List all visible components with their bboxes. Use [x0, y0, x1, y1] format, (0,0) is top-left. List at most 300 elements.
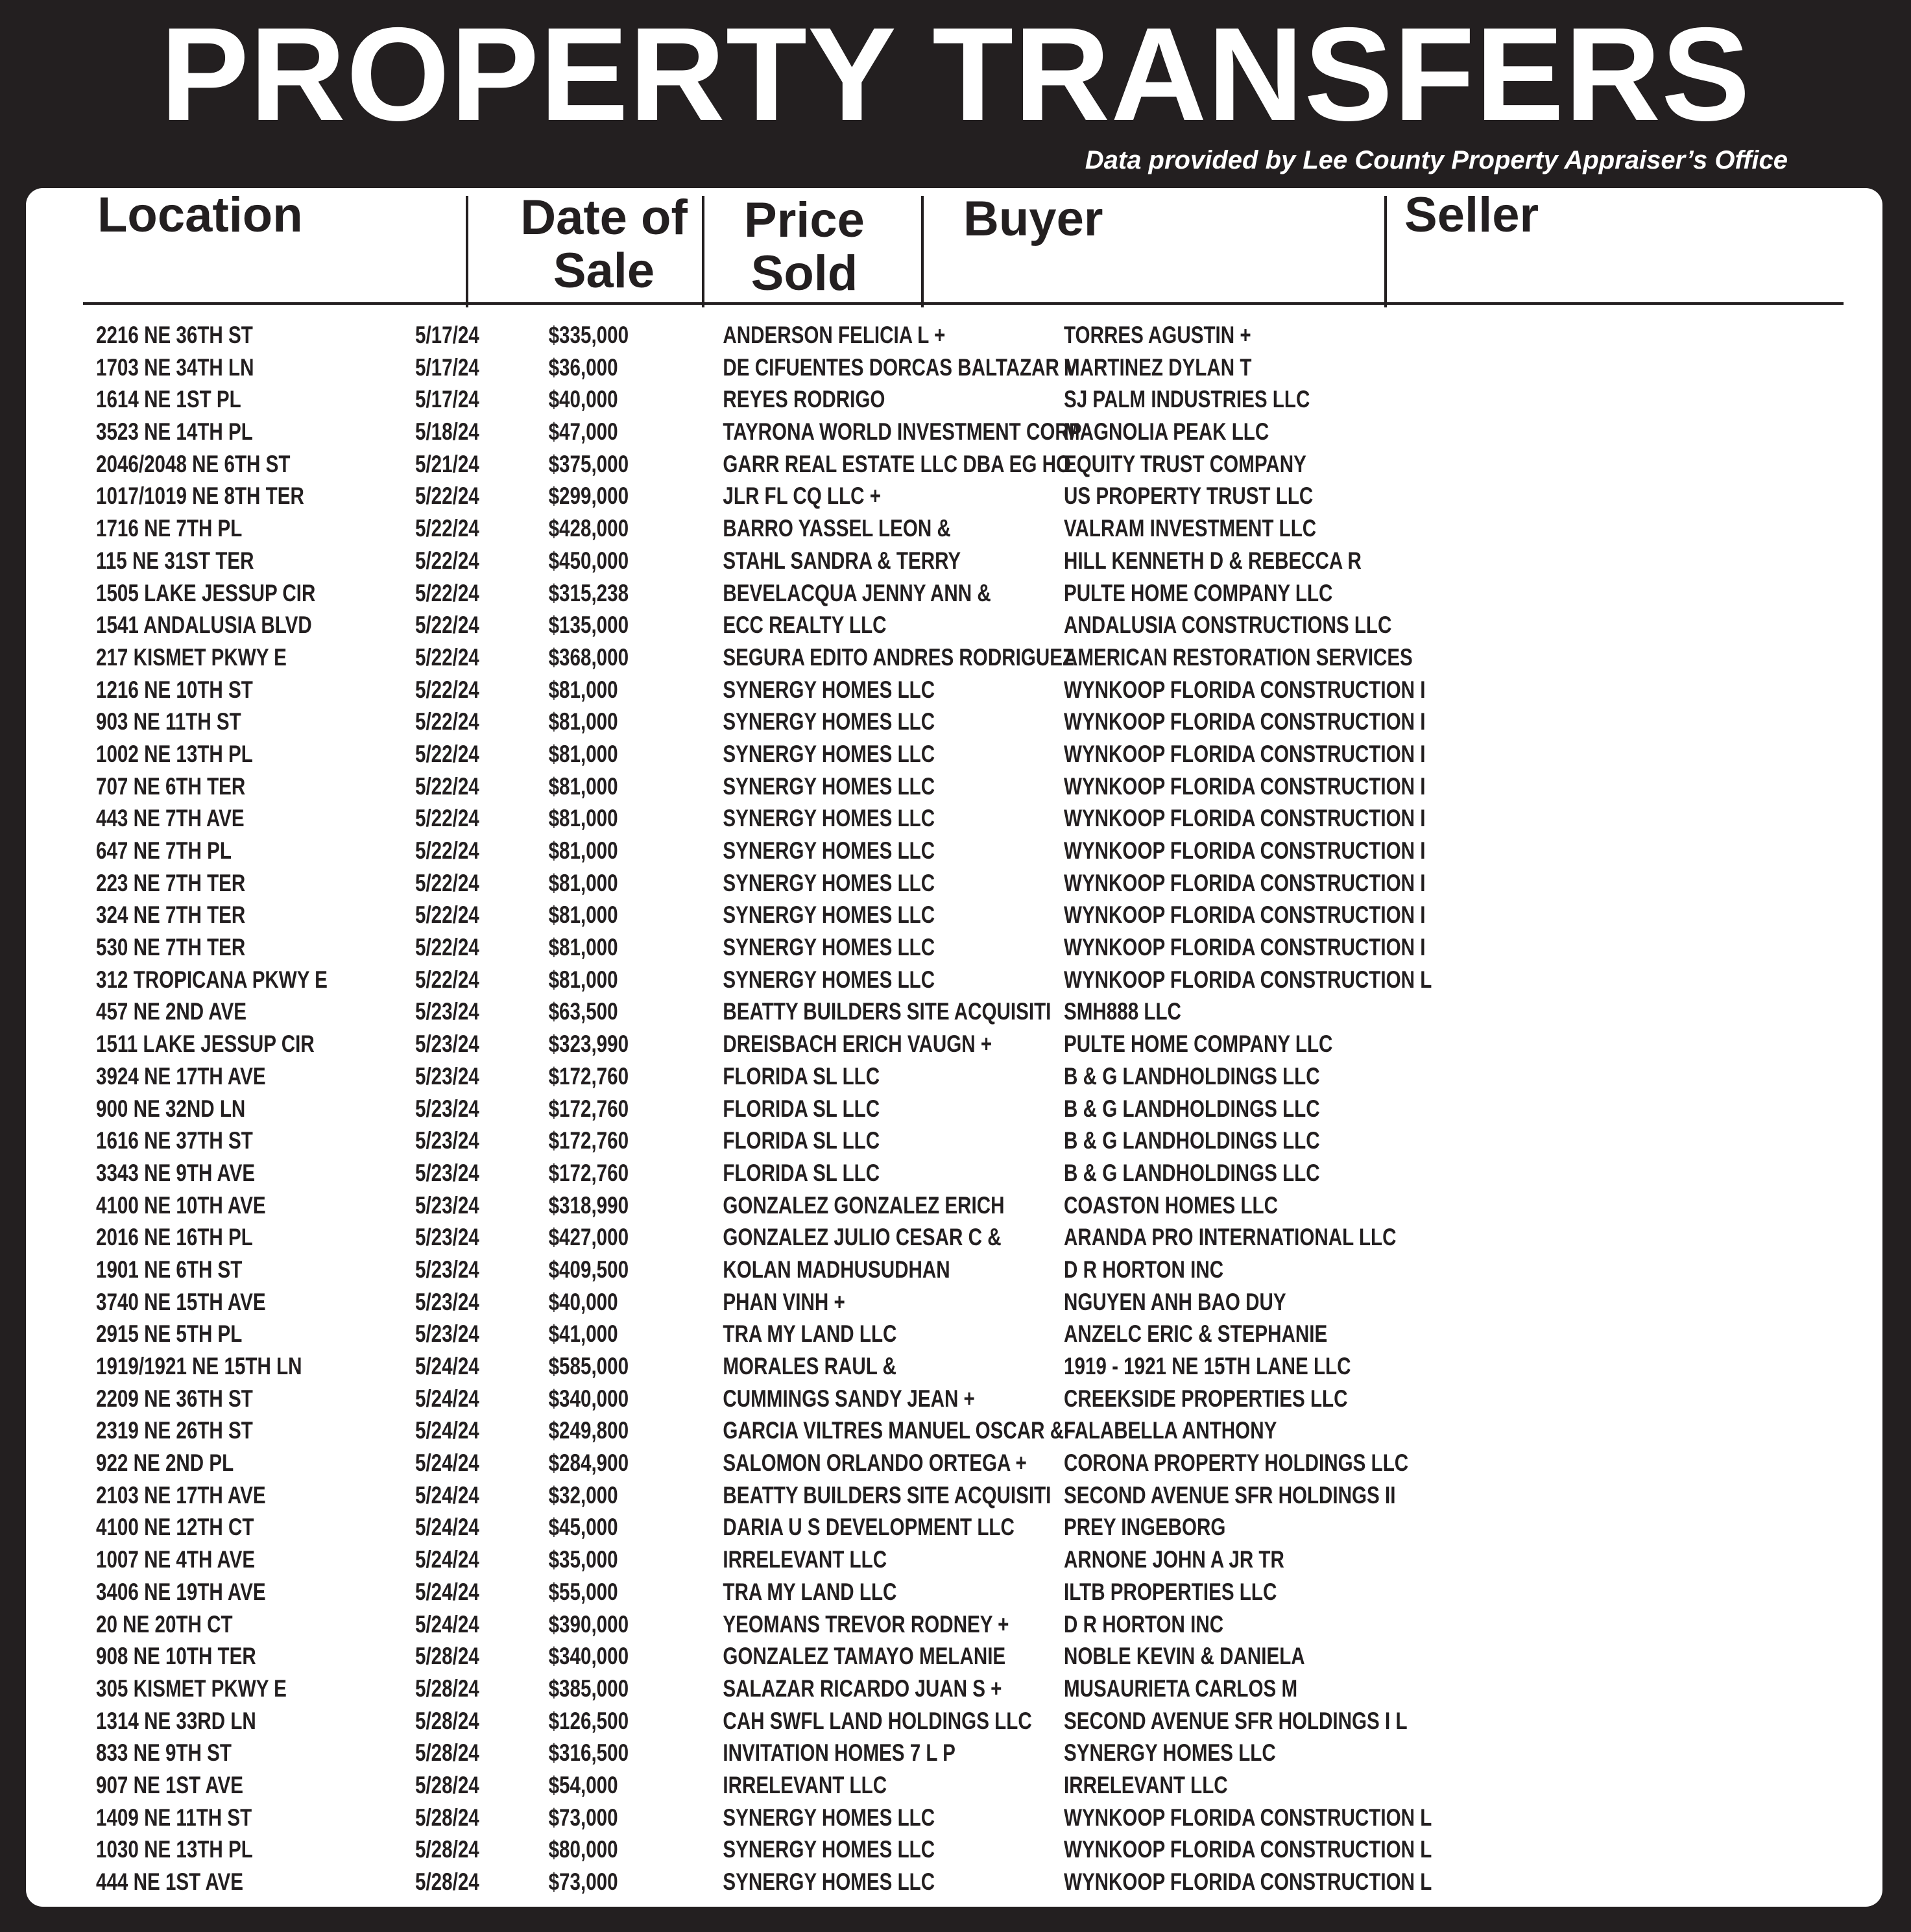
table-row	[26, 319, 1882, 352]
table-row	[26, 1640, 1882, 1673]
seller-cell: PULTE HOME COMPANY LLC	[1064, 579, 1333, 606]
price-cell: $54,000	[548, 1771, 618, 1798]
header-price-line1: Price	[744, 193, 865, 248]
table-row	[26, 416, 1882, 448]
location-cell: 4100 NE 10TH AVE	[96, 1191, 266, 1219]
location-cell: 2209 NE 36TH ST	[96, 1385, 253, 1412]
date-cell: 5/22/24	[415, 708, 479, 735]
date-cell: 5/28/24	[415, 1868, 479, 1895]
location-cell: 2216 NE 36TH ST	[96, 322, 253, 348]
price-cell: $80,000	[548, 1836, 618, 1863]
seller-cell: WYNKOOP FLORIDA CONSTRUCTION I	[1064, 708, 1426, 735]
location-cell: 1505 LAKE JESSUP CIR	[96, 579, 316, 606]
seller-cell: CORONA PROPERTY HOLDINGS LLC	[1064, 1449, 1409, 1477]
location-cell: 907 NE 1ST AVE	[96, 1771, 244, 1798]
date-cell: 5/22/24	[415, 483, 479, 510]
table-row	[26, 770, 1882, 803]
table-row	[26, 1833, 1882, 1866]
table-row	[26, 480, 1882, 512]
location-cell: 2103 NE 17TH AVE	[96, 1481, 266, 1509]
location-cell: 443 NE 7TH AVE	[96, 805, 245, 832]
seller-cell: WYNKOOP FLORIDA CONSTRUCTION I	[1064, 869, 1426, 896]
location-cell: 707 NE 6TH TER	[96, 772, 246, 800]
date-cell: 5/28/24	[415, 1804, 479, 1831]
location-cell: 647 NE 7TH PL	[96, 837, 232, 864]
location-cell: 908 NE 10TH TER	[96, 1643, 256, 1670]
location-cell: 1616 NE 37TH ST	[96, 1127, 253, 1154]
price-cell: $36,000	[548, 353, 618, 381]
seller-cell: SECOND AVENUE SFR HOLDINGS II	[1064, 1481, 1396, 1509]
seller-cell: MARTINEZ DYLAN T	[1064, 353, 1252, 381]
buyer-cell: FLORIDA SL LLC	[723, 1095, 880, 1122]
location-cell: 833 NE 9TH ST	[96, 1739, 232, 1767]
seller-cell: WYNKOOP FLORIDA CONSTRUCTION L	[1064, 1868, 1432, 1895]
price-cell: $390,000	[548, 1610, 629, 1638]
price-cell: $81,000	[548, 966, 618, 993]
table-body	[26, 319, 1882, 1898]
price-cell: $81,000	[548, 901, 618, 929]
buyer-cell: SYNERGY HOMES LLC	[723, 676, 935, 703]
location-cell: 1216 NE 10TH ST	[96, 676, 253, 703]
location-cell: 3740 NE 15TH AVE	[96, 1288, 266, 1315]
seller-cell: PREY INGEBORG	[1064, 1514, 1226, 1541]
location-cell: 1030 NE 13TH PL	[96, 1836, 253, 1863]
data-source-note: Data provided by Lee County Property Appraiser’s Office	[1085, 146, 1788, 174]
date-cell: 5/22/24	[415, 901, 479, 929]
date-cell: 5/21/24	[415, 450, 479, 477]
date-cell: 5/18/24	[415, 418, 479, 446]
table-row	[26, 1060, 1882, 1093]
header-date-line1: Date of	[520, 190, 688, 245]
date-cell: 5/22/24	[415, 515, 479, 542]
seller-cell: PULTE HOME COMPANY LLC	[1064, 1031, 1333, 1058]
seller-cell: ARANDA PRO INTERNATIONAL LLC	[1064, 1224, 1397, 1251]
location-cell: 3523 NE 14TH PL	[96, 418, 253, 446]
buyer-cell: SYNERGY HOMES LLC	[723, 1804, 935, 1831]
date-cell: 5/24/24	[415, 1514, 479, 1541]
buyer-cell: STAHL SANDRA & TERRY	[723, 547, 961, 574]
date-cell: 5/28/24	[415, 1739, 479, 1767]
page-title: PROPERTY TRANSFERS	[160, 0, 1751, 149]
date-cell: 5/22/24	[415, 643, 479, 671]
location-cell: 1919/1921 NE 15TH LN	[96, 1353, 302, 1379]
table-row	[26, 1350, 1882, 1383]
date-cell: 5/24/24	[415, 1353, 479, 1379]
price-cell: $585,000	[548, 1353, 629, 1379]
date-cell: 5/28/24	[415, 1675, 479, 1702]
seller-cell: WYNKOOP FLORIDA CONSTRUCTION I	[1064, 772, 1426, 800]
buyer-cell: FLORIDA SL LLC	[723, 1062, 880, 1090]
buyer-cell: IRRELEVANT LLC	[723, 1771, 887, 1798]
table-row	[26, 1479, 1882, 1512]
date-cell: 5/22/24	[415, 740, 479, 767]
price-cell: $316,500	[548, 1739, 629, 1767]
buyer-cell: REYES RODRIGO	[723, 386, 885, 413]
table-row	[26, 383, 1882, 416]
seller-cell: COASTON HOMES LLC	[1064, 1191, 1278, 1219]
table-row	[26, 352, 1882, 384]
seller-cell: WYNKOOP FLORIDA CONSTRUCTION I	[1064, 740, 1426, 767]
location-cell: 1614 NE 1ST PL	[96, 386, 241, 413]
location-cell: 115 NE 31ST TER	[96, 547, 254, 574]
header-date-line2: Sale	[553, 243, 655, 298]
date-cell: 5/22/24	[415, 579, 479, 606]
table-row	[26, 1157, 1882, 1189]
seller-cell: US PROPERTY TRUST LLC	[1064, 483, 1314, 510]
location-cell: 444 NE 1ST AVE	[96, 1868, 244, 1895]
price-cell: $47,000	[548, 418, 618, 446]
location-cell: 1703 NE 34TH LN	[96, 353, 254, 381]
location-cell: 3343 NE 9TH AVE	[96, 1159, 256, 1186]
buyer-cell: TRA MY LAND LLC	[723, 1320, 897, 1348]
seller-cell: D R HORTON INC	[1064, 1610, 1224, 1638]
location-cell: 3406 NE 19TH AVE	[96, 1578, 266, 1605]
price-cell: $81,000	[548, 740, 618, 767]
buyer-cell: SYNERGY HOMES LLC	[723, 869, 935, 896]
table-row	[26, 1705, 1882, 1737]
header-buyer: Buyer	[963, 191, 1103, 246]
header-rule	[83, 302, 1844, 305]
table-row	[26, 996, 1882, 1028]
buyer-cell: DREISBACH ERICH VAUGN +	[723, 1031, 992, 1058]
buyer-cell: SYNERGY HOMES LLC	[723, 805, 935, 832]
price-cell: $55,000	[548, 1578, 618, 1605]
date-cell: 5/24/24	[415, 1449, 479, 1477]
table-row	[26, 1608, 1882, 1641]
price-cell: $172,760	[548, 1062, 629, 1090]
seller-cell: WYNKOOP FLORIDA CONSTRUCTION I	[1064, 901, 1426, 929]
location-cell: 2046/2048 NE 6TH ST	[96, 450, 291, 477]
location-cell: 1716 NE 7TH PL	[96, 515, 243, 542]
buyer-cell: TAYRONA WORLD INVESTMENT CORP	[723, 418, 1082, 446]
price-cell: $81,000	[548, 869, 618, 896]
seller-cell: ILTB PROPERTIES LLC	[1064, 1578, 1277, 1605]
seller-cell: WYNKOOP FLORIDA CONSTRUCTION I	[1064, 934, 1426, 961]
price-cell: $375,000	[548, 450, 629, 477]
table-row	[26, 448, 1882, 481]
location-cell: 903 NE 11TH ST	[96, 708, 241, 735]
price-cell: $45,000	[548, 1514, 618, 1541]
location-cell: 217 KISMET PKWY E	[96, 643, 287, 671]
date-cell: 5/22/24	[415, 676, 479, 703]
price-cell: $340,000	[548, 1385, 629, 1412]
buyer-cell: SYNERGY HOMES LLC	[723, 966, 935, 993]
buyer-cell: KOLAN MADHUSUDHAN	[723, 1256, 950, 1283]
date-cell: 5/24/24	[415, 1481, 479, 1509]
table-row	[26, 1125, 1882, 1157]
price-cell: $73,000	[548, 1804, 618, 1831]
date-cell: 5/24/24	[415, 1610, 479, 1638]
date-cell: 5/23/24	[415, 1224, 479, 1251]
seller-cell: ANDALUSIA CONSTRUCTIONS LLC	[1064, 612, 1392, 639]
column-divider	[466, 196, 468, 307]
price-cell: $428,000	[548, 515, 629, 542]
buyer-cell: DARIA U S DEVELOPMENT LLC	[723, 1514, 1015, 1541]
buyer-cell: BEATTY BUILDERS SITE ACQUISITI	[723, 1481, 1052, 1509]
price-cell: $73,000	[548, 1868, 618, 1895]
price-cell: $172,760	[548, 1127, 629, 1154]
date-cell: 5/23/24	[415, 1127, 479, 1154]
location-cell: 2915 NE 5TH PL	[96, 1320, 243, 1348]
date-cell: 5/23/24	[415, 1062, 479, 1090]
table-row	[26, 1447, 1882, 1479]
date-cell: 5/23/24	[415, 1191, 479, 1219]
location-cell: 1002 NE 13TH PL	[96, 740, 253, 767]
buyer-cell: TRA MY LAND LLC	[723, 1578, 897, 1605]
table-row	[26, 738, 1882, 770]
location-cell: 305 KISMET PKWY E	[96, 1675, 287, 1702]
date-cell: 5/17/24	[415, 353, 479, 381]
date-cell: 5/23/24	[415, 1159, 479, 1186]
location-cell: 1541 ANDALUSIA BLVD	[96, 612, 312, 639]
seller-cell: WYNKOOP FLORIDA CONSTRUCTION L	[1064, 1804, 1432, 1831]
seller-cell: SYNERGY HOMES LLC	[1064, 1739, 1276, 1767]
table-row	[26, 835, 1882, 867]
seller-cell: MAGNOLIA PEAK LLC	[1064, 418, 1269, 446]
buyer-cell: SALOMON ORLANDO ORTEGA +	[723, 1449, 1027, 1477]
table-row	[26, 1673, 1882, 1705]
buyer-cell: BARRO YASSEL LEON &	[723, 515, 951, 542]
location-cell: 4100 NE 12TH CT	[96, 1514, 254, 1541]
table-row	[26, 1544, 1882, 1576]
price-cell: $318,990	[548, 1191, 629, 1219]
buyer-cell: SYNERGY HOMES LLC	[723, 901, 935, 929]
date-cell: 5/28/24	[415, 1643, 479, 1670]
buyer-cell: BEATTY BUILDERS SITE ACQUISITI	[723, 998, 1052, 1025]
seller-cell: B & G LANDHOLDINGS LLC	[1064, 1095, 1320, 1122]
column-divider	[1384, 196, 1387, 307]
price-cell: $284,900	[548, 1449, 629, 1477]
date-cell: 5/23/24	[415, 1320, 479, 1348]
location-cell: 1511 LAKE JESSUP CIR	[96, 1031, 315, 1058]
location-cell: 2016 NE 16TH PL	[96, 1224, 253, 1251]
price-cell: $340,000	[548, 1643, 629, 1670]
date-cell: 5/28/24	[415, 1707, 479, 1734]
table-row	[26, 1866, 1882, 1898]
seller-cell: FALABELLA ANTHONY	[1064, 1417, 1277, 1444]
buyer-cell: FLORIDA SL LLC	[723, 1127, 880, 1154]
price-cell: $32,000	[548, 1481, 618, 1509]
seller-cell: WYNKOOP FLORIDA CONSTRUCTION I	[1064, 837, 1426, 864]
buyer-cell: SEGURA EDITO ANDRES RODRIGUEZ	[723, 643, 1075, 671]
table-row	[26, 609, 1882, 641]
price-cell: $450,000	[548, 547, 629, 574]
price-cell: $172,760	[548, 1159, 629, 1186]
price-cell: $81,000	[548, 805, 618, 832]
buyer-cell: GONZALEZ JULIO CESAR C &	[723, 1224, 1002, 1251]
location-cell: 2319 NE 26TH ST	[96, 1417, 253, 1444]
date-cell: 5/22/24	[415, 869, 479, 896]
date-cell: 5/22/24	[415, 966, 479, 993]
date-cell: 5/23/24	[415, 1095, 479, 1122]
table-row	[26, 1802, 1882, 1834]
price-cell: $315,238	[548, 579, 629, 606]
table-row	[26, 1769, 1882, 1802]
price-cell: $249,800	[548, 1417, 629, 1444]
seller-cell: EQUITY TRUST COMPANY	[1064, 450, 1306, 477]
seller-cell: SECOND AVENUE SFR HOLDINGS I L	[1064, 1707, 1408, 1734]
price-cell: $40,000	[548, 1288, 618, 1315]
location-cell: 900 NE 32ND LN	[96, 1095, 246, 1122]
buyer-cell: FLORIDA SL LLC	[723, 1159, 880, 1186]
buyer-cell: GARCIA VILTRES MANUEL OSCAR &	[723, 1417, 1064, 1444]
seller-cell: WYNKOOP FLORIDA CONSTRUCTION L	[1064, 966, 1432, 993]
buyer-cell: INVITATION HOMES 7 L P	[723, 1739, 956, 1767]
seller-cell: IRRELEVANT LLC	[1064, 1771, 1228, 1798]
seller-cell: ARNONE JOHN A JR TR	[1064, 1546, 1284, 1573]
location-cell: 1901 NE 6TH ST	[96, 1256, 243, 1283]
buyer-cell: ECC REALTY LLC	[723, 612, 887, 639]
date-cell: 5/22/24	[415, 805, 479, 832]
location-cell: 1017/1019 NE 8TH TER	[96, 483, 304, 510]
price-cell: $299,000	[548, 483, 629, 510]
price-cell: $81,000	[548, 837, 618, 864]
seller-cell: B & G LANDHOLDINGS LLC	[1064, 1062, 1320, 1090]
price-cell: $323,990	[548, 1031, 629, 1058]
price-cell: $41,000	[548, 1320, 618, 1348]
location-cell: 530 NE 7TH TER	[96, 934, 246, 961]
table-row	[26, 545, 1882, 577]
table-row	[26, 867, 1882, 900]
seller-cell: VALRAM INVESTMENT LLC	[1064, 515, 1317, 542]
price-cell: $172,760	[548, 1095, 629, 1122]
date-cell: 5/22/24	[415, 772, 479, 800]
table-row	[26, 931, 1882, 964]
table-row	[26, 706, 1882, 738]
column-divider	[921, 196, 924, 307]
table-row	[26, 802, 1882, 835]
buyer-cell: SYNERGY HOMES LLC	[723, 740, 935, 767]
date-cell: 5/17/24	[415, 386, 479, 413]
price-cell: $126,500	[548, 1707, 629, 1734]
seller-cell: NGUYEN ANH BAO DUY	[1064, 1288, 1286, 1315]
location-cell: 223 NE 7TH TER	[96, 869, 246, 896]
buyer-cell: SALAZAR RICARDO JUAN S +	[723, 1675, 1002, 1702]
date-cell: 5/22/24	[415, 934, 479, 961]
table-row	[26, 674, 1882, 706]
seller-cell: ANZELC ERIC & STEPHANIE	[1064, 1320, 1328, 1348]
date-cell: 5/24/24	[415, 1578, 479, 1605]
table-row	[26, 1414, 1882, 1447]
location-cell: 1409 NE 11TH ST	[96, 1804, 252, 1831]
seller-cell: 1919 - 1921 NE 15TH LANE LLC	[1064, 1353, 1351, 1379]
location-cell: 3924 NE 17TH AVE	[96, 1062, 266, 1090]
table-row	[26, 899, 1882, 931]
location-cell: 1314 NE 33RD LN	[96, 1707, 256, 1734]
buyer-cell: SYNERGY HOMES LLC	[723, 1836, 935, 1863]
date-cell: 5/24/24	[415, 1417, 479, 1444]
price-cell: $385,000	[548, 1675, 629, 1702]
price-cell: $63,500	[548, 998, 618, 1025]
seller-cell: B & G LANDHOLDINGS LLC	[1064, 1159, 1320, 1186]
buyer-cell: GONZALEZ TAMAYO MELANIE	[723, 1643, 1006, 1670]
price-cell: $368,000	[548, 643, 629, 671]
table-row	[26, 1383, 1882, 1415]
table-row	[26, 964, 1882, 996]
buyer-cell: CAH SWFL LAND HOLDINGS LLC	[723, 1707, 1032, 1734]
location-cell: 312 TROPICANA PKWY E	[96, 966, 328, 993]
buyer-cell: DE CIFUENTES DORCAS BALTAZAR V	[723, 353, 1077, 381]
buyer-cell: GONZALEZ GONZALEZ ERICH	[723, 1191, 1005, 1219]
price-cell: $427,000	[548, 1224, 629, 1251]
table-row	[26, 1093, 1882, 1125]
buyer-cell: PHAN VINH +	[723, 1288, 845, 1315]
table-row	[26, 1576, 1882, 1608]
seller-cell: MUSAURIETA CARLOS M	[1064, 1675, 1298, 1702]
table-row	[26, 641, 1882, 674]
seller-cell: WYNKOOP FLORIDA CONSTRUCTION L	[1064, 1836, 1432, 1863]
location-cell: 922 NE 2ND PL	[96, 1449, 234, 1477]
header-location: Location	[97, 187, 303, 243]
seller-cell: SJ PALM INDUSTRIES LLC	[1064, 386, 1310, 413]
price-cell: $81,000	[548, 708, 618, 735]
seller-cell: WYNKOOP FLORIDA CONSTRUCTION I	[1064, 805, 1426, 832]
price-cell: $335,000	[548, 322, 629, 348]
buyer-cell: YEOMANS TREVOR RODNEY +	[723, 1610, 1009, 1638]
seller-cell: HILL KENNETH D & REBECCA R	[1064, 547, 1362, 574]
table-row	[26, 1254, 1882, 1286]
date-cell: 5/23/24	[415, 1256, 479, 1283]
transfers-table	[26, 188, 1882, 1907]
date-cell: 5/28/24	[415, 1771, 479, 1798]
table-row	[26, 1028, 1882, 1060]
seller-cell: B & G LANDHOLDINGS LLC	[1064, 1127, 1320, 1154]
buyer-cell: BEVELACQUA JENNY ANN &	[723, 579, 991, 606]
price-cell: $81,000	[548, 772, 618, 800]
date-cell: 5/24/24	[415, 1546, 479, 1573]
buyer-cell: SYNERGY HOMES LLC	[723, 708, 935, 735]
location-cell: 20 NE 20TH CT	[96, 1610, 233, 1638]
seller-cell: SMH888 LLC	[1064, 998, 1181, 1025]
buyer-cell: MORALES RAUL &	[723, 1353, 896, 1379]
table-row	[26, 1511, 1882, 1544]
buyer-cell: ANDERSON FELICIA L +	[723, 322, 946, 348]
header-seller: Seller	[1404, 187, 1539, 243]
table-row	[26, 1286, 1882, 1318]
header-price-line2: Sold	[751, 246, 858, 301]
column-divider	[702, 196, 704, 307]
date-cell: 5/22/24	[415, 837, 479, 864]
price-cell: $40,000	[548, 386, 618, 413]
seller-cell: AMERICAN RESTORATION SERVICES	[1064, 643, 1413, 671]
buyer-cell: SYNERGY HOMES LLC	[723, 837, 935, 864]
price-cell: $35,000	[548, 1546, 618, 1573]
buyer-cell: SYNERGY HOMES LLC	[723, 934, 935, 961]
table-row	[26, 1737, 1882, 1769]
buyer-cell: SYNERGY HOMES LLC	[723, 1868, 935, 1895]
buyer-cell: CUMMINGS SANDY JEAN +	[723, 1385, 975, 1412]
location-cell: 1007 NE 4TH AVE	[96, 1546, 256, 1573]
date-cell: 5/23/24	[415, 998, 479, 1025]
table-row	[26, 1189, 1882, 1222]
date-cell: 5/24/24	[415, 1385, 479, 1412]
seller-cell: WYNKOOP FLORIDA CONSTRUCTION I	[1064, 676, 1426, 703]
seller-cell: TORRES AGUSTIN +	[1064, 322, 1251, 348]
buyer-cell: IRRELEVANT LLC	[723, 1546, 887, 1573]
buyer-cell: GARR REAL ESTATE LLC DBA EG HO	[723, 450, 1072, 477]
price-cell: $409,500	[548, 1256, 629, 1283]
date-cell: 5/23/24	[415, 1288, 479, 1315]
seller-cell: CREEKSIDE PROPERTIES LLC	[1064, 1385, 1348, 1412]
table-row	[26, 577, 1882, 610]
price-cell: $135,000	[548, 612, 629, 639]
seller-cell: D R HORTON INC	[1064, 1256, 1224, 1283]
location-cell: 457 NE 2ND AVE	[96, 998, 246, 1025]
location-cell: 324 NE 7TH TER	[96, 901, 246, 929]
price-cell: $81,000	[548, 676, 618, 703]
date-cell: 5/22/24	[415, 547, 479, 574]
table-row	[26, 1318, 1882, 1350]
